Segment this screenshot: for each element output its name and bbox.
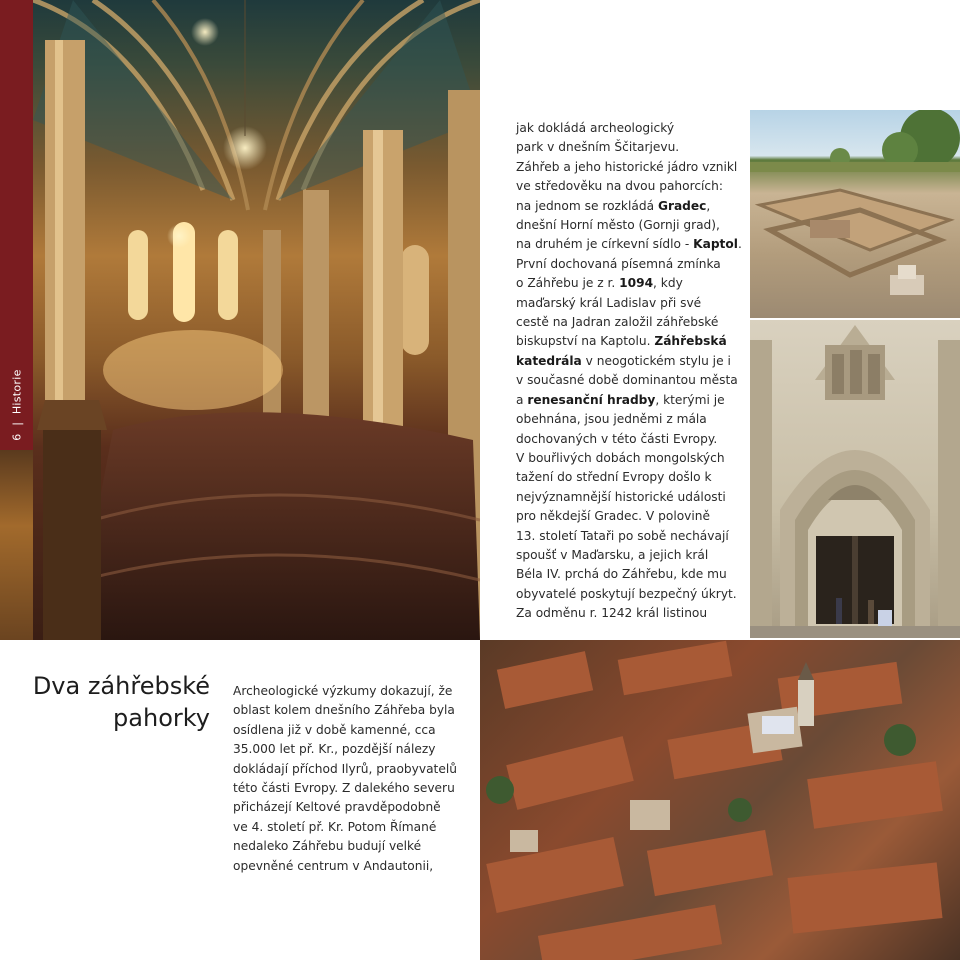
heading-line-2: pahorky (113, 704, 210, 732)
aerial-illustration (480, 640, 960, 960)
highlight-hradby: renesanční hradby (527, 392, 656, 407)
text-line: osídlena již v době kamenné, cca (233, 722, 436, 737)
text-line: obehnána, jsou jedněmi z mála (516, 412, 707, 427)
text-line: v současné době dominantou města (516, 373, 738, 388)
cathedral-interior-illustration (33, 0, 480, 640)
text-line: pro někdejší Gradec. V polovině (516, 509, 710, 524)
text-line: Archeologické výzkumy dokazují, že (233, 684, 453, 698)
highlight-kaptol: Kaptol (693, 237, 738, 252)
section-heading (33, 670, 210, 734)
text-line: oblast kolem dnešního Záhřeba byla (233, 703, 455, 718)
text-line: Za odměnu r. 1242 král listinou (516, 606, 708, 621)
highlight-zahrebska: Záhřebská (654, 334, 727, 349)
page-number: 6 (10, 433, 23, 441)
text-line: ve středověku na dvou pahorcích: (516, 179, 723, 194)
text-line: spoušť v Maďarsku, a jejich král (516, 547, 709, 562)
ruins-illustration (750, 110, 960, 318)
text-line: opevněné centrum v Andautonii, (233, 858, 434, 873)
text-line: tažení do střední Evropy došlo k (516, 470, 712, 485)
aerial-city-photo (480, 640, 960, 960)
text-line: na jednom se rozkládá Gradec, (516, 198, 711, 213)
section-separator: | (10, 421, 23, 426)
text-line: park v dnešním Ščitarjevu. (516, 140, 680, 155)
archaeological-park-photo (750, 110, 960, 318)
highlight-katedrala: katedrála (516, 353, 582, 368)
text-line: Záhřeb a jeho historické jádro vznikl (516, 159, 738, 174)
text-line: dnešní Horní město (Gornji grad), (516, 218, 720, 233)
text-line: biskupství na Kaptolu. Záhřebská (516, 334, 727, 349)
article-column-left (233, 682, 473, 876)
text-line: 35.000 let př. Kr., pozdější nálezy (233, 742, 436, 757)
text-line: První dochovaná písemná zmínka (516, 256, 721, 271)
text-line: obyvatelé poskytují bezpečný úkryt. (516, 586, 737, 601)
section-tab (0, 0, 33, 450)
text-line: na druhém je církevní sídlo - Kaptol. (516, 237, 742, 252)
text-line: cestě na Jadran založil záhřebské (516, 315, 719, 330)
text-line: ve 4. století př. Kr. Potom Římané (233, 819, 437, 834)
text-line: dokládají příchod Ilyrů, praobyvatelů (233, 761, 457, 776)
portal-illustration (750, 320, 960, 638)
text-line: jak dokládá archeologický (516, 121, 675, 135)
text-line: maďarský král Ladislav při své (516, 295, 702, 310)
text-line: nedaleko Záhřebu budují velké (233, 839, 422, 854)
text-line: o Záhřebu je z r. 1094, kdy (516, 276, 683, 291)
heading-line-1: Dva záhřebské (32, 672, 210, 700)
text-line: dochovaných v této části Evropy. (516, 431, 718, 446)
text-line: Béla IV. prchá do Záhřebu, kde mu (516, 567, 727, 582)
section-name: Historie (10, 369, 23, 415)
highlight-gradec: Gradec (657, 198, 707, 213)
highlight-year-1094: 1094 (619, 276, 654, 291)
text-line: a renesanční hradby, kterými je (516, 392, 725, 407)
text-line: V bouřlivých dobách mongolských (516, 450, 725, 465)
text-line: této části Evropy. Z dalekého severu (233, 781, 455, 796)
photo-edge-strip (0, 450, 33, 640)
cathedral-interior-photo (33, 0, 480, 640)
text-line: přicházejí Keltové pravděpodobně (233, 800, 441, 815)
text-line: katedrála v neogotickém stylu je i (516, 353, 731, 368)
text-line: nejvýznamnější historické události (516, 489, 726, 504)
article-column-right (516, 119, 744, 624)
section-tab-label (10, 369, 23, 440)
cathedral-portal-photo (750, 320, 960, 638)
text-line: 13. století Tataři po sobě nechávají (516, 528, 729, 543)
